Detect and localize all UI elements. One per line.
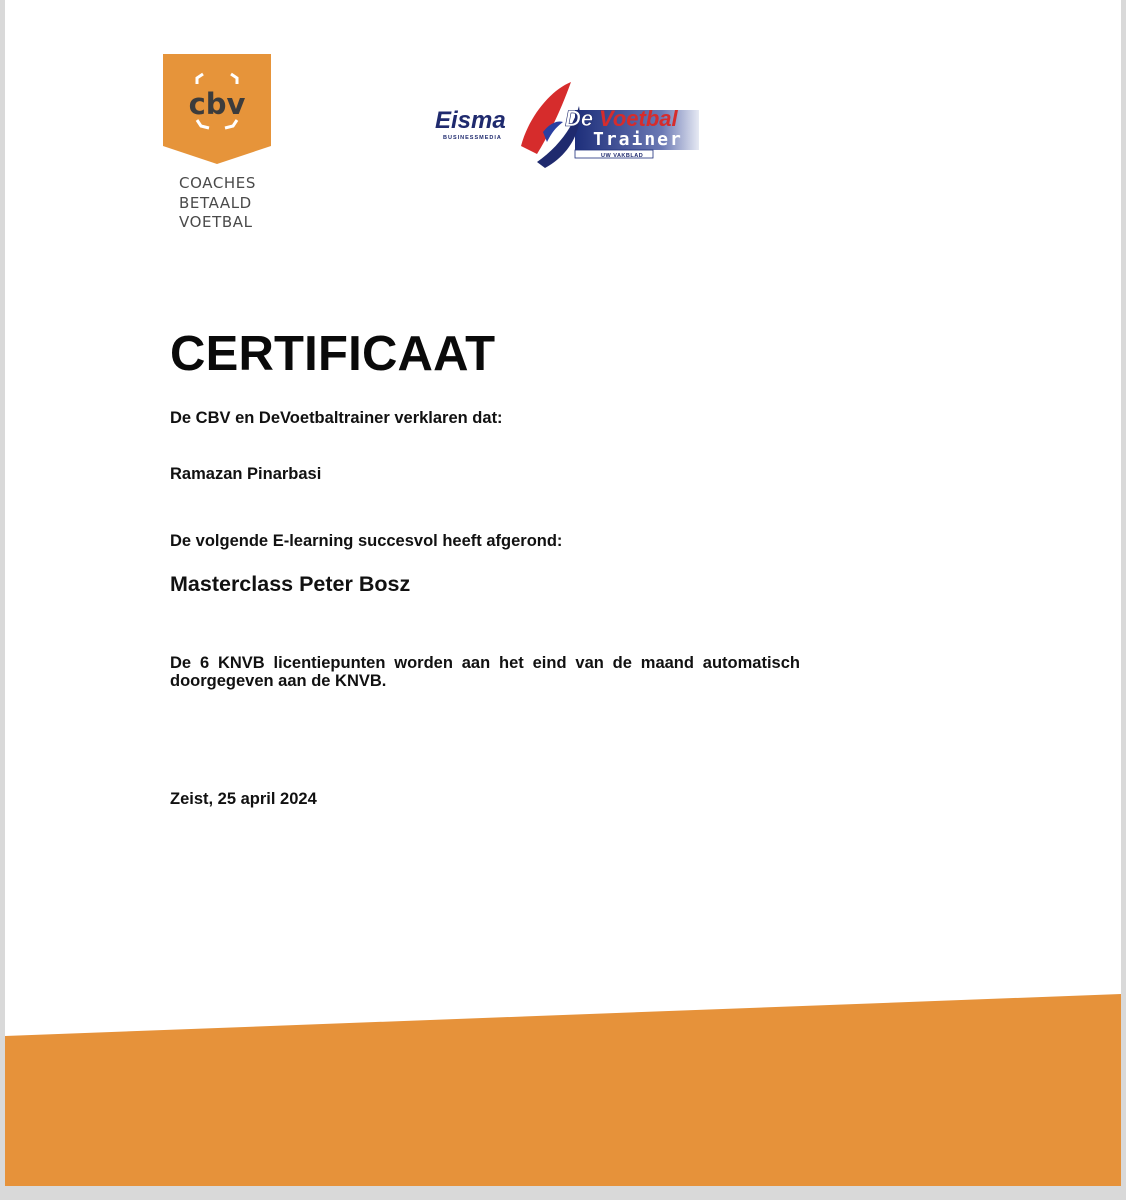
- cbv-subtitle-line: COACHES: [179, 174, 256, 192]
- certificate-page: [5, 0, 1121, 1186]
- course-title: Masterclass Peter Bosz: [170, 572, 411, 596]
- completion-statement: De volgende E-learning succesvol heeft afgerond:: [170, 532, 563, 550]
- intro-statement: De CBV en DeVoetbaltrainer verklaren dat:: [170, 409, 503, 427]
- tagline-text: UW VAKBLAD: [601, 153, 644, 159]
- place-and-date: Zeist, 25 april 2024: [170, 790, 317, 808]
- cbv-logo: [163, 54, 271, 244]
- eisma-subtext: BUSINESSMEDIA: [443, 135, 502, 141]
- cbv-subtitle: [179, 174, 279, 233]
- cbv-subtitle-line: VOETBAL: [179, 213, 253, 231]
- eisma-devoetbaltrainer-logo: [433, 76, 703, 172]
- cbv-mark-text: cbv: [188, 87, 246, 121]
- eisma-text: Eisma: [435, 107, 506, 134]
- de-text: De: [565, 106, 594, 131]
- cbv-badge-icon: [163, 54, 271, 164]
- certificate-title: CERTIFICAAT: [170, 327, 496, 381]
- trainer-text: Trainer: [593, 129, 683, 150]
- recipient-name: Ramazan Pinarbasi: [170, 465, 322, 483]
- license-points-note: De 6 KNVB licentiepunten worden aan het eind van de maand automatisch doorgegeven aan de KNVB.: [170, 654, 800, 690]
- cbv-subtitle-line: BETAALD: [179, 193, 252, 212]
- footer-band: [5, 990, 1121, 1186]
- voetbal-text: Voetbal: [599, 106, 678, 131]
